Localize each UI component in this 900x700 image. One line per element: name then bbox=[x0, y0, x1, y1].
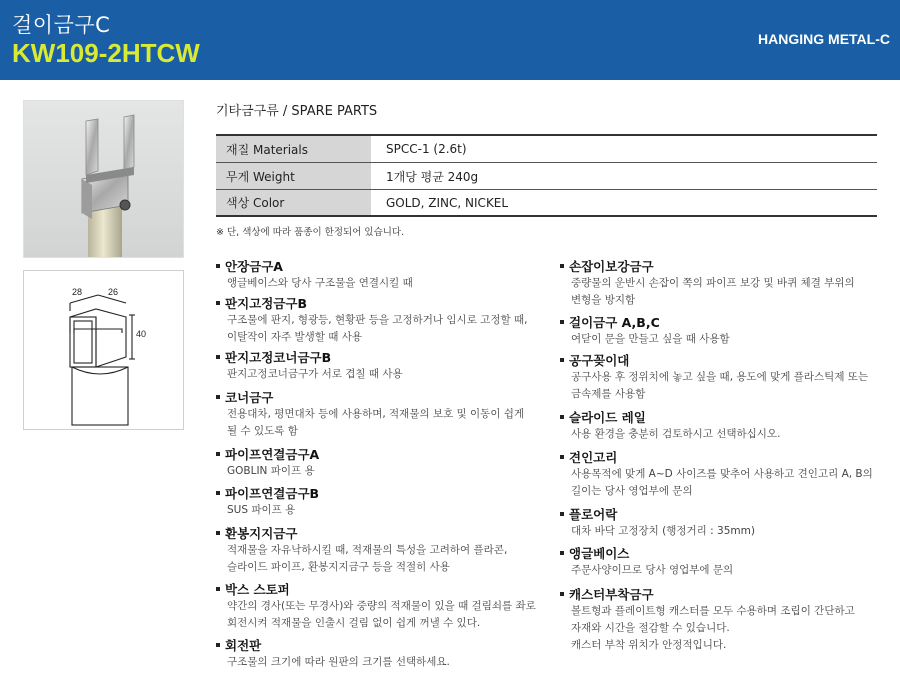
color-note: ※ 단, 색상에 따라 품종이 한정되어 있습니다. bbox=[216, 227, 405, 238]
item-desc: 슬라이드 파이프, 환봉지지금구 등을 적절히 사용 bbox=[227, 561, 450, 573]
dimension-width-label: 26 bbox=[108, 287, 119, 297]
item-desc: 주문사양이므로 당사 영업부에 문의 bbox=[571, 564, 734, 576]
dimension-drawing bbox=[23, 270, 184, 430]
item-name: 앵글베이스 bbox=[569, 546, 630, 561]
list-item bbox=[216, 581, 546, 637]
product-code: KW109-2HTCW bbox=[12, 38, 200, 68]
bullet-icon bbox=[216, 395, 220, 399]
spec-label: 재질 Materials bbox=[216, 136, 371, 162]
item-name: 박스 스토퍼 bbox=[225, 582, 290, 597]
dimension-depth-label: 28 bbox=[72, 287, 83, 297]
bullet-icon bbox=[216, 587, 220, 591]
item-name: 손잡이보강금구 bbox=[569, 259, 654, 274]
bullet-icon bbox=[560, 358, 564, 362]
item-desc: 앵글베이스와 당사 구조물을 연결시킬 때 bbox=[227, 277, 413, 289]
bullet-icon bbox=[216, 643, 220, 647]
bullet-icon bbox=[216, 355, 220, 359]
item-desc: SUS 파이프 용 bbox=[227, 504, 296, 516]
item-name: 회전판 bbox=[225, 638, 262, 653]
product-title: 걸이금구C bbox=[12, 13, 111, 37]
item-desc: 대차 바닥 고정장치 (행정거리 : 35mm) bbox=[571, 525, 755, 537]
list-item bbox=[216, 485, 546, 525]
item-desc: 회전시켜 적재물을 인출시 걸림 없이 쉽게 꺼낼 수 있다. bbox=[227, 617, 481, 629]
item-desc: 사용목적에 맞게 A~D 사이즈를 맞추어 사용하고 견인고리 A, B의 bbox=[571, 468, 873, 480]
list-item bbox=[560, 586, 890, 654]
item-name: 견인고리 bbox=[569, 450, 618, 465]
bullet-icon bbox=[216, 491, 220, 495]
item-name: 캐스터부착금구 bbox=[569, 587, 654, 602]
bullet-icon bbox=[216, 264, 220, 268]
item-desc: 공구사용 후 정위치에 놓고 싶을 때, 용도에 맞게 플라스틱제 또는 bbox=[571, 371, 869, 383]
list-item bbox=[216, 389, 546, 446]
item-name: 판지고정코너금구B bbox=[225, 350, 332, 365]
parts-list-left bbox=[216, 258, 546, 671]
list-item bbox=[560, 545, 890, 586]
item-desc: 길이는 당사 영업부에 문의 bbox=[571, 485, 693, 497]
header-banner bbox=[0, 0, 900, 80]
parts-list-right bbox=[560, 258, 890, 654]
bullet-icon bbox=[560, 455, 564, 459]
item-name: 공구꽂이대 bbox=[569, 353, 630, 368]
item-desc: 전용대차, 평면대차 등에 사용하며, 적재물의 보호 및 이동이 쉽게 bbox=[227, 408, 525, 420]
list-item bbox=[560, 258, 890, 314]
item-name: 환봉지지금구 bbox=[225, 526, 298, 541]
item-desc: GOBLIN 파이프 용 bbox=[227, 465, 315, 477]
item-name: 슬라이드 레일 bbox=[569, 410, 646, 425]
item-desc: 될 수 있도록 함 bbox=[227, 425, 298, 437]
item-name: 판지고정금구B bbox=[225, 296, 307, 311]
list-item bbox=[216, 525, 546, 581]
spec-row-weight bbox=[216, 163, 877, 190]
list-item bbox=[560, 506, 890, 545]
bullet-icon bbox=[216, 452, 220, 456]
item-desc: 사용 환경을 충분히 검토하시고 선택하십시오. bbox=[571, 428, 781, 440]
spec-value: SPCC-1 (2.6t) bbox=[386, 142, 467, 156]
item-name: 파이프연결금구A bbox=[225, 447, 320, 462]
section-title: 기타금구류 / SPARE PARTS bbox=[216, 104, 378, 119]
bullet-icon bbox=[560, 592, 564, 596]
list-item bbox=[560, 449, 890, 506]
bullet-icon bbox=[216, 301, 220, 305]
item-name: 플로어락 bbox=[569, 507, 618, 522]
item-name: 코너금구 bbox=[225, 390, 274, 405]
bullet-icon bbox=[560, 512, 564, 516]
item-desc: 볼트형과 플레이트형 캐스터를 모두 수용하며 조립이 간단하고 bbox=[571, 605, 855, 617]
item-desc: 변형을 방지함 bbox=[571, 294, 636, 306]
list-item bbox=[560, 409, 890, 449]
item-desc: 이탈작이 자주 발생할 때 사용 bbox=[227, 331, 363, 343]
item-desc: 중량물의 운반시 손잡이 쪽의 파이프 보강 및 바퀴 체결 부위의 bbox=[571, 277, 855, 289]
bullet-icon bbox=[560, 320, 564, 324]
bullet-icon bbox=[560, 415, 564, 419]
list-item bbox=[216, 349, 546, 389]
item-desc: 여닫이 문을 만들고 싶을 때 사용함 bbox=[571, 333, 730, 345]
spec-value: 1개당 평균 240g bbox=[386, 169, 479, 184]
list-item bbox=[560, 352, 890, 409]
bullet-icon bbox=[216, 531, 220, 535]
item-desc: 적재물을 자유낙하시킬 때, 적재물의 특성을 고려하여 플라콘, bbox=[227, 544, 508, 556]
bullet-icon bbox=[560, 264, 564, 268]
spec-value: GOLD, ZINC, NICKEL bbox=[386, 195, 509, 210]
spec-row-color bbox=[216, 190, 877, 217]
item-desc: 자재와 시간을 절감할 수 있습니다. bbox=[571, 622, 730, 634]
dimension-drawing-svg bbox=[24, 271, 185, 431]
item-desc: 캐스터 부착 위치가 안정적입니다. bbox=[571, 639, 727, 651]
hanging-metal-photo-illustration bbox=[24, 101, 184, 258]
bullet-icon bbox=[560, 551, 564, 555]
spec-row-materials bbox=[216, 136, 877, 163]
item-desc: 판지고정코너금구가 서로 겹칠 때 사용 bbox=[227, 368, 403, 380]
list-item bbox=[216, 258, 546, 295]
item-name: 안장금구A bbox=[225, 259, 283, 274]
product-photo bbox=[23, 100, 184, 258]
list-item bbox=[560, 314, 890, 352]
list-item bbox=[216, 446, 546, 485]
item-desc: 금속제를 사용함 bbox=[571, 388, 646, 400]
list-item bbox=[216, 637, 546, 671]
spec-label: 색상 Color bbox=[216, 190, 371, 215]
spec-label: 무게 Weight bbox=[216, 163, 371, 189]
item-desc: 구조물에 판지, 형광등, 현황판 등을 고정하거나 임시로 고정할 때, bbox=[227, 314, 528, 326]
list-item bbox=[216, 295, 546, 349]
dimension-height-label: 40 bbox=[136, 329, 147, 339]
item-name: 파이프연결금구B bbox=[225, 486, 320, 501]
item-desc: 약간의 경사(또는 무경사)와 중량의 적재물이 있을 때 걸림쇠를 좌로 bbox=[227, 600, 536, 612]
product-english-title: HANGING METAL-C bbox=[758, 31, 890, 47]
item-desc: 구조물의 크기에 따라 원판의 크기를 선택하세요. bbox=[227, 656, 450, 668]
item-name: 걸이금구 A,B,C bbox=[569, 315, 660, 330]
spec-table bbox=[216, 134, 877, 217]
